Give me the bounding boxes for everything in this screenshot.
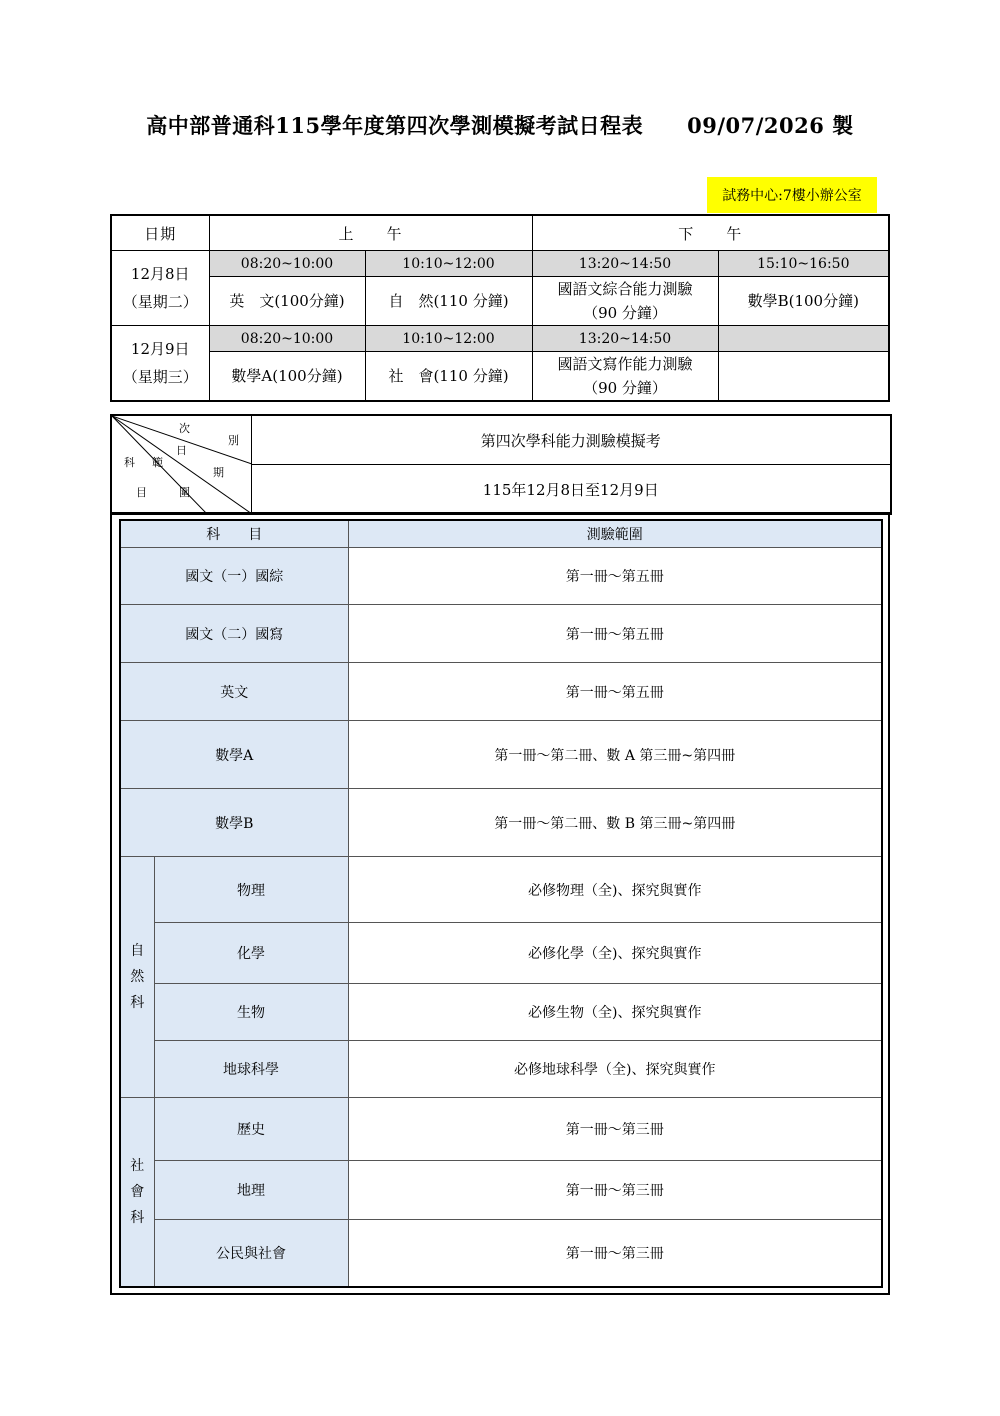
scope-row (120, 857, 882, 923)
range-cell: 第一冊～第三冊 (348, 1220, 882, 1287)
day1-time-row (111, 251, 889, 277)
diag-label: 次 (179, 422, 190, 435)
range-cell: 第一冊～第三冊 (348, 1161, 882, 1220)
group-char: 會 (130, 1183, 145, 1200)
day1-date-cell (111, 251, 209, 326)
range-cell: 必修物理（全)、探究與實作 (348, 857, 882, 923)
subject-cell: 生物 (154, 984, 348, 1041)
group-char: 自 (130, 943, 145, 959)
group-char: 科 (130, 995, 145, 1011)
scope-row (120, 1220, 882, 1287)
date-header: 日期 (111, 215, 209, 251)
day1-weekday: （星期二） (122, 293, 198, 311)
group-social-studies (120, 1098, 154, 1287)
subject-slot (532, 277, 718, 326)
subject-cell: 國文（二）國寫 (120, 605, 348, 663)
exam-dates: 115年12月8日至12月9日 (251, 465, 891, 515)
group-char: 科 (130, 1209, 145, 1226)
range-cell: 第一冊～第二冊、數 B 第三冊~第四冊 (348, 789, 882, 857)
diag-label: 日 (176, 444, 187, 457)
time-slot: 08:20~10:00 (209, 251, 365, 277)
scope-row (120, 1041, 882, 1098)
made-date: 09/07/2026 製 (687, 113, 854, 138)
time-slot: 10:10~12:00 (365, 251, 532, 277)
group-char: 然 (130, 969, 145, 985)
subject-cell: 化學 (154, 923, 348, 984)
scope-row (120, 605, 882, 663)
scope-row (120, 721, 882, 789)
scope-row (120, 1098, 882, 1161)
diag-label: 科 (124, 456, 135, 469)
diag-label: 範 (152, 456, 163, 469)
subject-cell: 公民與社會 (154, 1220, 348, 1287)
scope-row (120, 1161, 882, 1220)
scope-row (120, 789, 882, 857)
schedule-table (110, 214, 890, 402)
day2-time-row (111, 326, 889, 352)
diagonal-header-cell (111, 415, 251, 514)
time-slot: 13:20~14:50 (532, 251, 718, 277)
subject-name: 國語文寫作能力測驗 (557, 355, 693, 373)
time-slot: 08:20~10:00 (209, 326, 365, 352)
subject-name: 國語文綜合能力測驗 (557, 280, 693, 298)
am-header: 上 午 (209, 215, 532, 251)
subject-cell: 地球科學 (154, 1041, 348, 1098)
schedule-header-row (111, 215, 889, 251)
range-cell: 第一冊～第二冊、數 A 第三冊~第四冊 (348, 721, 882, 789)
range-cell: 必修化學（全)、探究與實作 (348, 923, 882, 984)
col-subject-header: 科 目 (120, 520, 348, 548)
range-cell: 第一冊～第五冊 (348, 605, 882, 663)
range-cell: 第一冊～第五冊 (348, 548, 882, 605)
range-cell: 必修生物（全)、探究與實作 (348, 984, 882, 1041)
scope-row (120, 923, 882, 984)
title-text: 高中部普通科115學年度第四次學測模擬考試日程表 (146, 113, 644, 138)
subject-cell: 歷史 (154, 1098, 348, 1161)
time-slot (718, 326, 889, 352)
diag-label: 圍 (179, 486, 190, 499)
day2-date-cell (111, 326, 209, 402)
subject-cell: 國文（一）國綜 (120, 548, 348, 605)
scope-row (120, 984, 882, 1041)
subject-slot: 社 會(110 分鐘) (365, 352, 532, 402)
range-cell: 第一冊～第三冊 (348, 1098, 882, 1161)
scope-header-row (120, 520, 882, 548)
time-slot: 13:20~14:50 (532, 326, 718, 352)
subject-slot: 數學A(100分鐘) (209, 352, 365, 402)
day2-subject-row (111, 352, 889, 402)
col-range-header: 測驗範圍 (348, 520, 882, 548)
diag-label: 期 (213, 466, 224, 479)
scope-header-table (110, 414, 892, 515)
page-title (0, 110, 1000, 140)
subject-slot: 數學B(100分鐘) (718, 277, 889, 326)
time-slot: 10:10~12:00 (365, 326, 532, 352)
subject-cell: 物理 (154, 857, 348, 923)
scope-row (120, 548, 882, 605)
range-cell: 必修地球科學（全)、探究與實作 (348, 1041, 882, 1098)
exam-name: 第四次學科能力測驗模擬考 (251, 415, 891, 465)
subject-slot: 英 文(100分鐘) (209, 277, 365, 326)
scope-row (120, 663, 882, 721)
subject-slot: 自 然(110 分鐘) (365, 277, 532, 326)
subject-cell: 數學B (120, 789, 348, 857)
day1-date: 12月8日 (130, 265, 190, 283)
subject-duration: （90 分鐘） (583, 379, 667, 397)
day2-weekday: （星期三） (122, 368, 198, 386)
diag-label: 目 (136, 486, 147, 499)
day2-date: 12月9日 (130, 340, 190, 358)
diag-label: 別 (228, 434, 239, 447)
subject-cell: 數學A (120, 721, 348, 789)
pm-header: 下 午 (532, 215, 889, 251)
subject-cell: 地理 (154, 1161, 348, 1220)
time-slot: 15:10~16:50 (718, 251, 889, 277)
range-cell: 第一冊～第五冊 (348, 663, 882, 721)
subject-slot (718, 352, 889, 402)
subject-cell: 英文 (120, 663, 348, 721)
group-natural-science (120, 857, 154, 1098)
scope-table (119, 519, 883, 1288)
subject-duration: （90 分鐘） (583, 304, 667, 322)
group-char: 社 (130, 1157, 145, 1174)
day1-subject-row (111, 277, 889, 326)
subject-slot (532, 352, 718, 402)
exam-center-note: 試務中心:7樓小辦公室 (707, 177, 877, 213)
